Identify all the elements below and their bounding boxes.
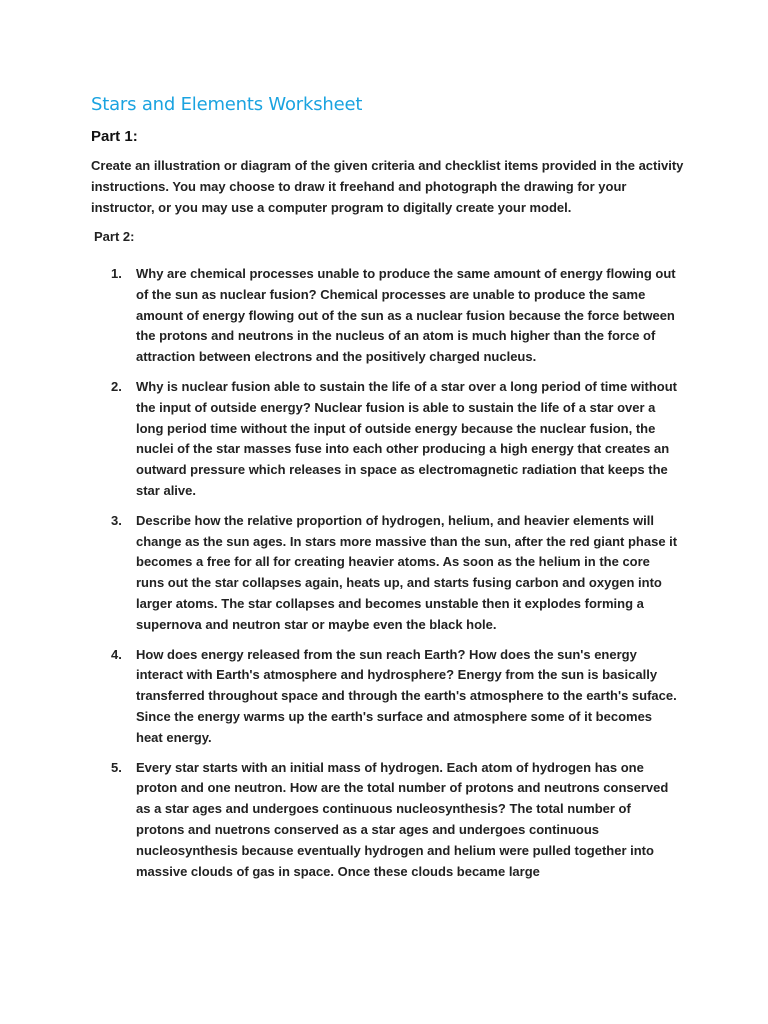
question-text: Every star starts with an initial mass of hydrogen. Each atom of hydrogen has one proton and one neutron. How are the total number of protons and neutrons conserved as a star ages and undergoes continuous nucleosynthesis? The total number of protons and nuetrons conserved as a star ages and undergoes continuous nucleosynthesis because eventually hydrogen and helium were pulled together into massive clouds of gas in space. Once these clouds became large (136, 759, 669, 879)
question-list (111, 264, 681, 891)
question-item-2 (111, 377, 681, 502)
question-number: 5. (111, 759, 122, 775)
question-item-1 (111, 264, 681, 368)
question-text: Describe how the relative proportion of hydrogen, helium, and heavier elements will change as the sun ages. In stars more massive than the sun, after the red giant phase it becomes a free for all for creating heavier atoms. As soon as the helium in the core runs out the star collapses again, heats up, and starts fusing carbon and oxygen into larger atoms. The star collapses and becomes unstable then it explodes forming a supernova and neutron star or maybe even the black hole. (136, 512, 678, 632)
question-text: Why is nuclear fusion able to sustain the life of a star over a long period of time without the input of outside energy? Nuclear fusion is able to sustain the life of a star over a long period time without the input of outside energy because the nuclear fusion, the nuclei of the star masses fuse into each other producing a high energy that creates an outward pressure which releases in space as electromagnetic radiation that keeps the star alive. (136, 378, 678, 498)
question-item-5 (111, 758, 681, 883)
part2-heading: Part 2: (94, 229, 135, 244)
question-number: 1. (111, 266, 122, 281)
question-item-4 (111, 645, 681, 749)
question-text: Why are chemical processes unable to produce the same amount of energy flowing out of the sun as nuclear fusion? Chemical processes are unable to produce the same amount of energy flowing out of the sun as a nuclear fusion because the force between the protons and neutrons in the nucleus of an atom is much higher than the force of attraction between electrons and the positively charged nucleus. (136, 266, 676, 365)
part1-instructions: Create an illustration or diagram of the given criteria and checklist items provided in the activity instructions. You may choose to draw it freehand and photograph the drawing for your instructor, or you may use a computer program to digitally create your model. (91, 158, 684, 215)
question-text: How does energy released from the sun reach Earth? How does the sun's energy interact with Earth's atmosphere and hydrosphere? Energy from the sun is basically transferred throughout space and through the earth's atmosphere to the earth's suface. Since the energy warms up the earth's surface and atmosphere some of it becomes heat energy. (136, 646, 677, 745)
question-number: 2. (111, 378, 122, 394)
question-item-3 (111, 511, 681, 636)
question-number: 3. (111, 512, 122, 528)
question-number: 4. (111, 646, 122, 662)
part1-heading: Part 1: (91, 128, 138, 145)
page-title: Stars and Elements Worksheet (91, 94, 363, 115)
